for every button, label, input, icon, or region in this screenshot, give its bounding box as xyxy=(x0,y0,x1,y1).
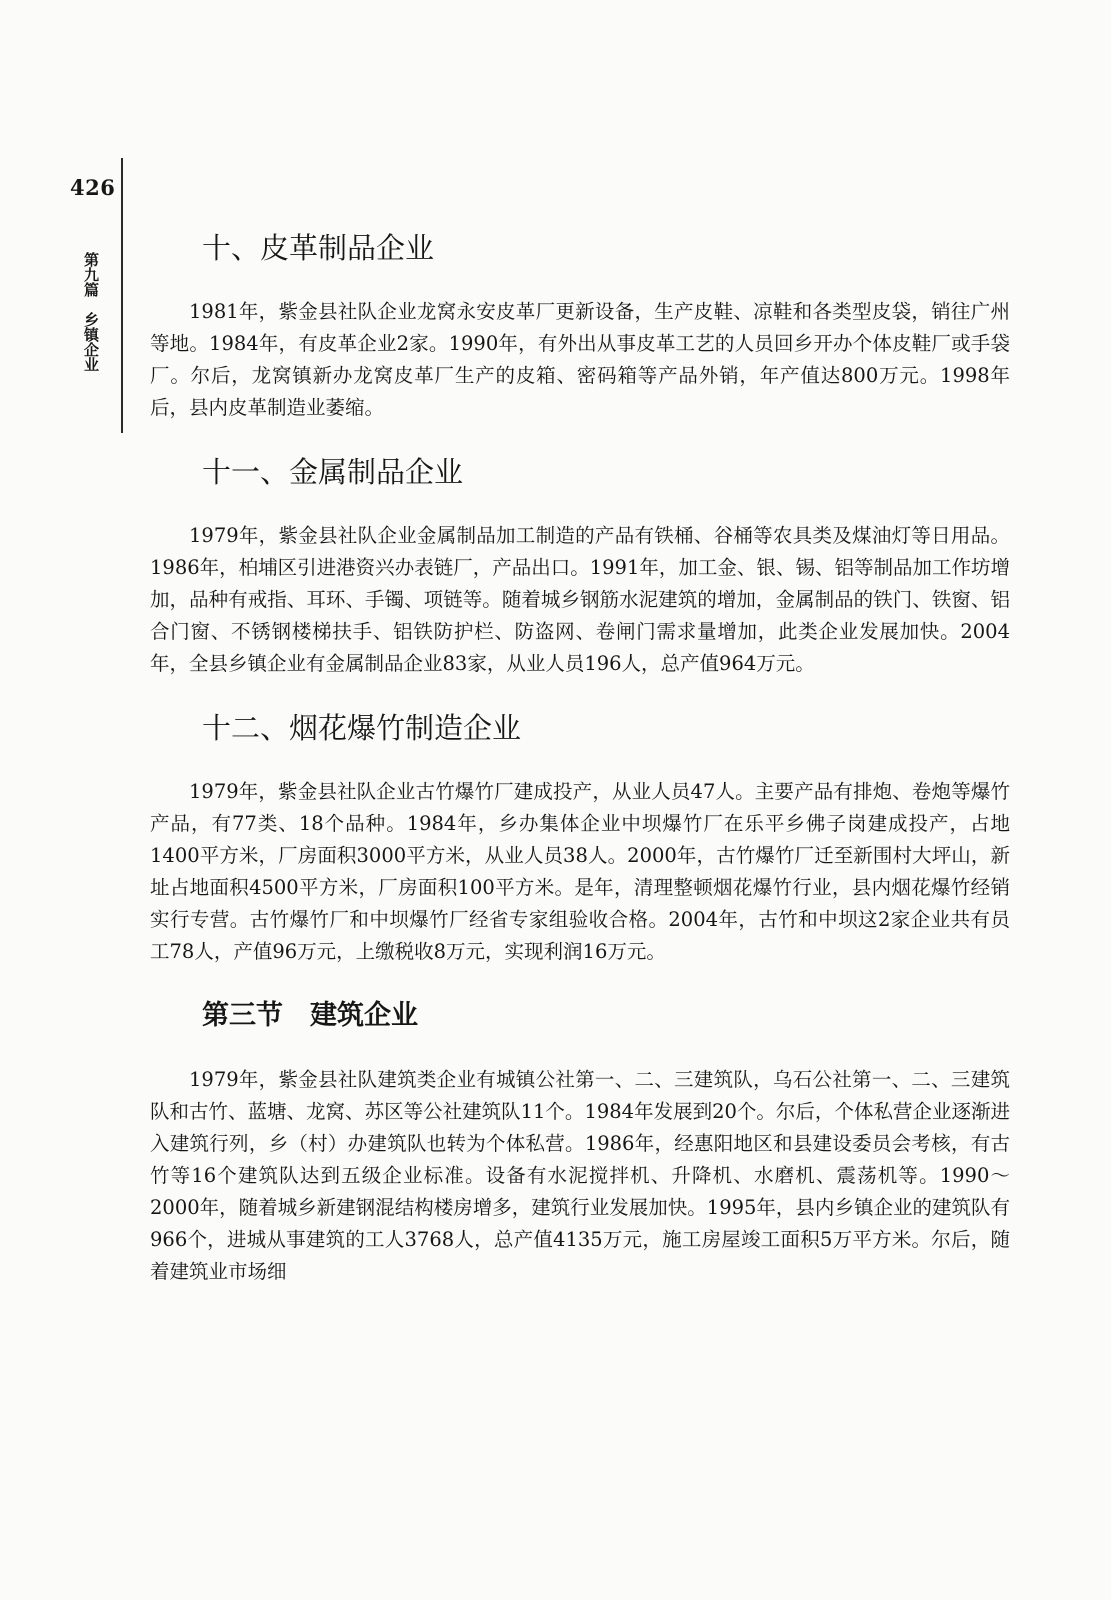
page-body xyxy=(150,222,1010,1288)
section-heading-leather: 十、皮革制品企业 xyxy=(202,231,435,265)
section-paragraph-metal: 1979年，紫金县社队企业金属制品加工制造的产品有铁桶、谷桶等农具类及煤油灯等日用品。1986年，柏埔区引进港资兴办表链厂，产品出口。1991年，加工金、银、锡、铝等制品加工作坊增加，品种有戒指、耳环、手镯、项链等。随着城乡钢筋水泥建筑的增加，金属制品的铁门、铁窗、铝合门窗、不锈钢楼梯扶手、铝铁防护栏、防盗网、卷闸门需求量增加，此类企业发展加快。2004年，全县乡镇企业有金属制品企业83家，从业人员196人，总产值964万元。 xyxy=(150,524,1010,675)
running-side-title: 第九篇 乡镇企业 xyxy=(82,252,100,372)
section-heading-metal: 十一、金属制品企业 xyxy=(202,455,464,489)
section-paragraph-fireworks: 1979年，紫金县社队企业古竹爆竹厂建成投产，从业人员47人。主要产品有排炮、卷炮等爆竹产品，有77类、18个品种。1984年，乡办集体企业中坝爆竹厂在乐平乡佛子岗建成投产，占地1400平方米，厂房面积3000平方米，从业人员38人。2000年，古竹爆竹厂迁至新围村大坪山，新址占地面积4500平方米，厂房面积100平方米。是年，清理整顿烟花爆竹行业，县内烟花爆竹经销实行专营。古竹爆竹厂和中坝爆竹厂经省专家组验收合格。2004年，古竹和中坝这2家企业共有员工78人，产值96万元，上缴税收8万元，实现利润16万元。 xyxy=(150,780,1010,963)
page-number: 426 xyxy=(70,175,116,200)
section-paragraph-leather: 1981年，紫金县社队企业龙窝永安皮革厂更新设备，生产皮鞋、凉鞋和各类型皮袋，销往广州等地。1984年，有皮革企业2家。1990年，有外出从事皮革工艺的人员回乡开办个体皮鞋厂或手袋厂。尔后，龙窝镇新办龙窝皮革厂生产的皮箱、密码箱等产品外销，年产值达800万元。1998年后，县内皮革制造业萎缩。 xyxy=(150,300,1010,419)
chapter-paragraph-construction: 1979年，紫金县社队建筑类企业有城镇公社第一、二、三建筑队，乌石公社第一、二、三建筑队和古竹、蓝塘、龙窝、苏区等公社建筑队11个。1984年发展到20个。尔后，个体私营企业逐渐进入建筑行列，乡（村）办建筑队也转为个体私营。1986年，经惠阳地区和县建设委员会考核，有古竹等16个建筑队达到五级企业标准。设备有水泥搅拌机、升降机、水磨机、震荡机等。1990～2000年，随着城乡新建钢混结构楼房增多，建筑行业发展加快。1995年，县内乡镇企业的建筑队有966个，进城从事建筑的工人3768人，总产值4135万元，施工房屋竣工面积5万平方米。尔后，随着建筑业市场细 xyxy=(150,1068,1010,1283)
section-heading-fireworks: 十二、烟花爆竹制造企业 xyxy=(202,711,522,745)
margin-rule xyxy=(121,158,123,433)
chapter-heading-construction: 第三节 建筑企业 xyxy=(202,1000,418,1031)
